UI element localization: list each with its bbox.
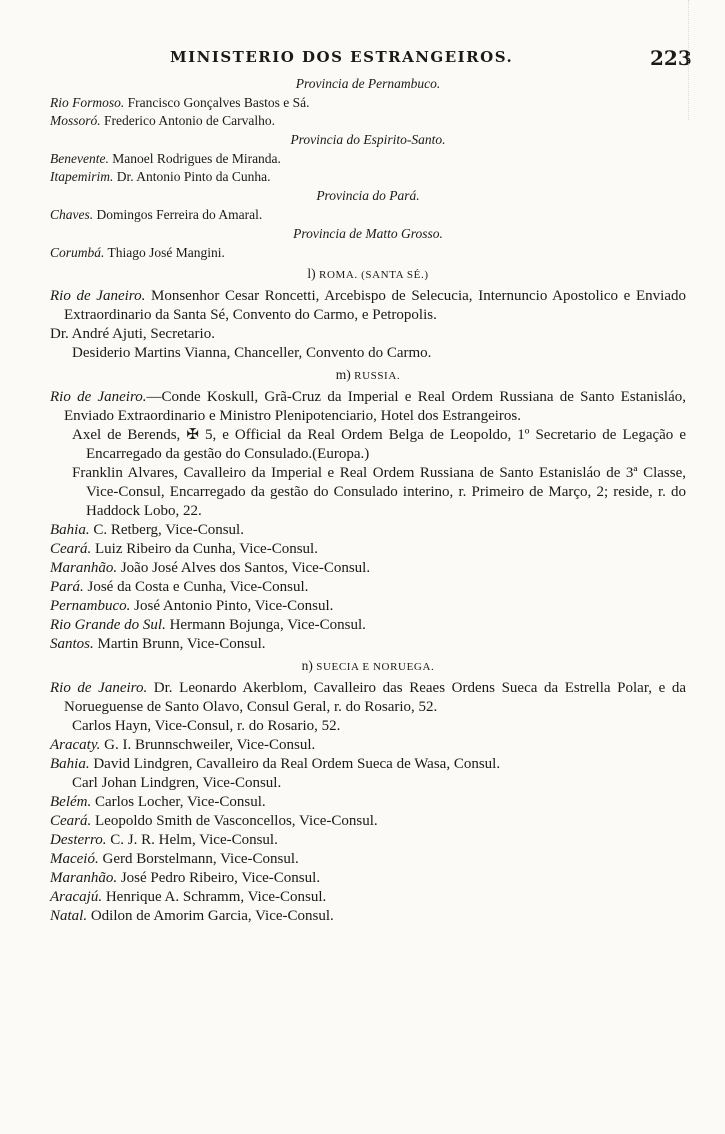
section-country: ROMA. (SANTA SÉ.) (319, 269, 429, 281)
entry-location: Rio de Janeiro. (50, 288, 146, 304)
entry-text: Martin Brunn, Vice-Consul. (93, 636, 266, 652)
consul-entry (50, 287, 686, 325)
entry-text: —Conde Koskull, Grã-Cruz da Imperial e Real Ordem Russiana de Santo Estanisláo, Enviado Extraordinario e Ministro Plenipotenciario, Hotel dos Estrangeiros. (64, 389, 686, 424)
page-number: 223 (650, 46, 692, 70)
consul-entry (50, 150, 686, 168)
consul-entry (50, 344, 686, 363)
entry-text: Hermann Bojunga, Vice-Consul. (165, 617, 366, 633)
province-heading: Provincia de Matto Grosso. (293, 226, 443, 241)
entry-location: Bahia. (50, 756, 90, 772)
entry-location: Bahia. (50, 522, 90, 538)
consul-entry (50, 679, 686, 717)
country-section-title (50, 365, 686, 386)
entry-text: Axel de Berends, ✠ 5, e Official da Real Ordem Belga de Leopoldo, 1º Secretario de Legação e Encarregado da gestão do Consulado.(Europa.) (72, 427, 686, 462)
entry-location: Pará. (50, 579, 84, 595)
entry-text: Dr. Antonio Pinto da Cunha. (113, 169, 271, 184)
entry-text: Odilon de Amorim Garcia, Vice-Consul. (87, 908, 334, 924)
entry-text: David Lindgren, Cavalleiro da Real Ordem Sueca de Wasa, Consul. (89, 756, 501, 772)
entry-location: Aracaty. (50, 737, 101, 753)
consul-entry (50, 426, 686, 464)
entry-text: Thiago José Mangini. (104, 245, 225, 260)
entry-text: José Antonio Pinto, Vice-Consul. (130, 598, 334, 614)
page-title: MINISTERIO DOS ESTRANGEIROS. (170, 48, 514, 66)
consul-entry (50, 521, 686, 540)
country-section-title (50, 656, 686, 677)
consul-entry (50, 540, 686, 559)
entry-location: Rio de Janeiro. (50, 389, 147, 405)
entry-location: Corumbá. (50, 245, 105, 260)
entry-text: Leopoldo Smith de Vasconcellos, Vice-Consul. (91, 813, 378, 829)
entry-text: Gerd Borstelmann, Vice-Consul. (98, 851, 299, 867)
entry-text: José da Costa e Cunha, Vice-Consul. (83, 579, 309, 595)
entry-text: Luiz Ribeiro da Cunha, Vice-Consul. (91, 541, 318, 557)
section-letter: m) (335, 367, 351, 382)
entry-location: Rio de Janeiro. (50, 680, 148, 696)
consul-entry (50, 168, 686, 186)
entry-text: Manoel Rodrigues de Miranda. (108, 151, 281, 166)
province-heading: Provincia de Pernambuco. (295, 76, 441, 91)
entry-location: Belém. (50, 794, 92, 810)
section-letter: l) (307, 266, 316, 281)
entry-text: Carlos Locher, Vice-Consul. (91, 794, 266, 810)
consul-entry (50, 869, 686, 888)
entry-location: Chaves. (50, 207, 94, 222)
entry-location: Natal. (50, 908, 88, 924)
entry-text: G. I. Brunnschweiler, Vice-Consul. (100, 737, 316, 753)
entry-text: Dr. André Ajuti, Secretario. (50, 326, 215, 342)
entry-location: Mossoró. (50, 113, 101, 128)
consul-entry (50, 736, 686, 755)
page-body (50, 74, 686, 926)
consul-entry (50, 388, 686, 426)
entry-text: Henrique A. Schramm, Vice-Consul. (102, 889, 327, 905)
consul-entry (50, 94, 686, 112)
entry-text: João José Alves dos Santos, Vice-Consul. (117, 560, 371, 576)
running-head (0, 48, 725, 74)
section-letter: n) (301, 658, 313, 673)
entry-location: Benevente. (50, 151, 109, 166)
entry-text: Frederico Antonio de Carvalho. (100, 113, 275, 128)
entry-location: Aracajú. (50, 889, 103, 905)
entry-text: Franklin Alvares, Cavalleiro da Imperial e Real Ordem Russiana de Santo Estanisláo de 3ª Classe, Vice-Consul, Encarregado da gestão do Consulado interino, r. Primeiro de Março, 2; reside, r. do Haddock Lobo, 22. (72, 465, 686, 519)
entry-text: Carlos Hayn, Vice-Consul, r. do Rosario, 52. (72, 718, 341, 734)
province-heading: Provincia do Espirito-Santo. (290, 132, 446, 147)
entry-text: José Pedro Ribeiro, Vice-Consul. (117, 870, 321, 886)
consul-entry (50, 635, 686, 654)
entry-text: C. Retberg, Vice-Consul. (89, 522, 244, 538)
entry-location: Pernambuco. (50, 598, 131, 614)
consul-entry (50, 717, 686, 736)
section-country: RUSSIA. (354, 370, 401, 382)
entry-location: Desterro. (50, 832, 107, 848)
entry-text: Desiderio Martins Vianna, Chanceller, Convento do Carmo. (72, 345, 432, 361)
entry-location: Ceará. (50, 541, 92, 557)
country-section-title (50, 264, 686, 285)
entry-text: C. J. R. Helm, Vice-Consul. (106, 832, 278, 848)
consul-entry (50, 206, 686, 224)
entry-location: Rio Grande do Sul. (50, 617, 166, 633)
entry-location: Rio Formoso. (50, 95, 125, 110)
entry-text: Dr. Leonardo Akerblom, Cavalleiro das Reaes Ordens Sueca da Estrella Polar, e da Norueguense de Santo Olavo, Consul Geral, r. do Rosario, 52. (64, 680, 686, 715)
entry-text: Carl Johan Lindgren, Vice-Consul. (72, 775, 282, 791)
entry-location: Maceió. (50, 851, 99, 867)
entry-text: Domingos Ferreira do Amaral. (93, 207, 263, 222)
entry-location: Ceará. (50, 813, 92, 829)
consul-entry (50, 812, 686, 831)
consul-entry (50, 793, 686, 812)
consul-entry (50, 464, 686, 521)
consul-entry (50, 597, 686, 616)
consul-entry (50, 774, 686, 793)
consul-entry (50, 888, 686, 907)
entry-location: Maranhão. (50, 560, 118, 576)
entry-location: Itapemirim. (50, 169, 114, 184)
consul-entry (50, 850, 686, 869)
consul-entry (50, 755, 686, 774)
province-heading: Provincia do Pará. (316, 188, 420, 203)
consul-entry (50, 907, 686, 926)
entry-text: Monsenhor Cesar Roncetti, Arcebispo de Selecucia, Internuncio Apostolico e Enviado Extraordinario da Santa Sé, Convento do Carmo, e Petropolis. (64, 288, 686, 323)
scan-artifact (688, 0, 719, 120)
entry-location: Santos. (50, 636, 94, 652)
consul-entry (50, 616, 686, 635)
section-country: SUECIA E NORUEGA. (316, 661, 435, 673)
consul-entry (50, 831, 686, 850)
consul-entry (50, 578, 686, 597)
consul-entry (50, 325, 686, 344)
entry-text: Francisco Gonçalves Bastos e Sá. (124, 95, 310, 110)
consul-entry (50, 244, 686, 262)
consul-entry (50, 559, 686, 578)
consul-entry (50, 112, 686, 130)
entry-location: Maranhão. (50, 870, 118, 886)
